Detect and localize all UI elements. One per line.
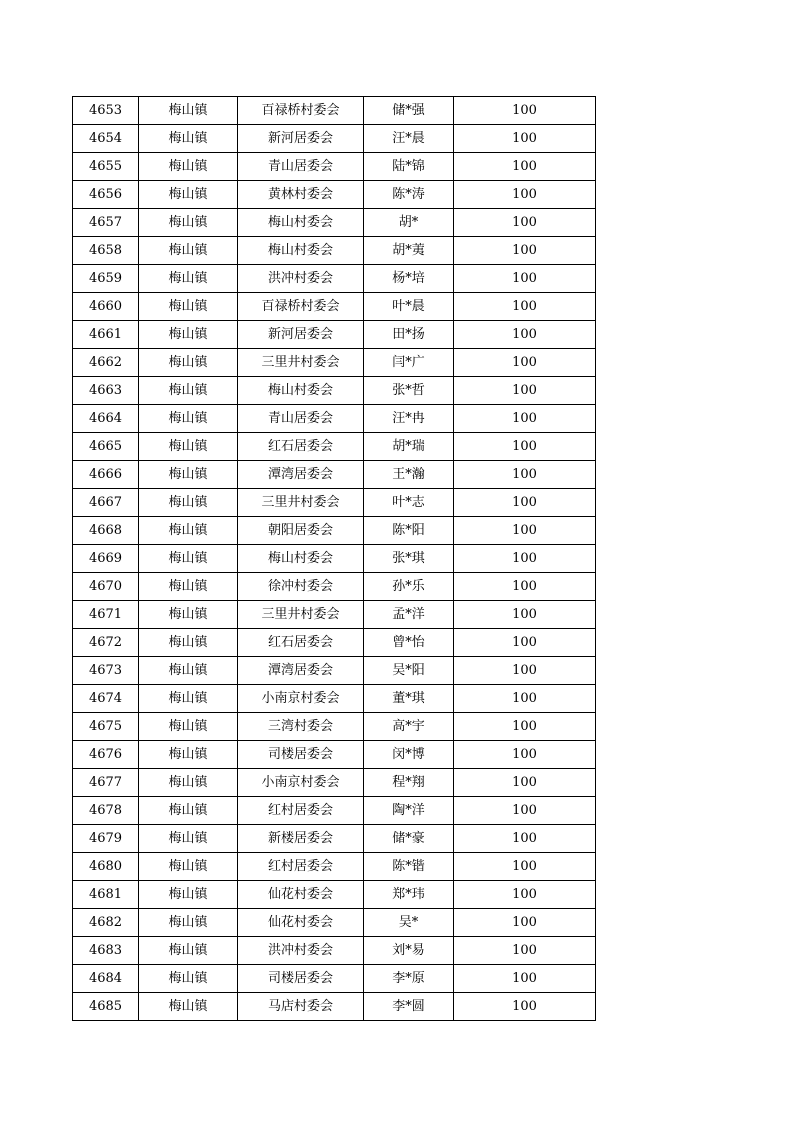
row-number-cell: 4654 [73,125,139,153]
town-cell: 梅山镇 [139,769,238,797]
row-number-cell: 4674 [73,685,139,713]
town-cell: 梅山镇 [139,181,238,209]
table-row [73,377,596,405]
row-number-cell: 4678 [73,797,139,825]
person-name-cell: 储*豪 [364,825,454,853]
row-number-cell: 4676 [73,741,139,769]
person-name-cell: 田*扬 [364,321,454,349]
amount-cell: 100 [454,209,596,237]
town-cell: 梅山镇 [139,153,238,181]
person-name-cell: 陈*阳 [364,517,454,545]
person-name-cell: 李*原 [364,965,454,993]
amount-cell: 100 [454,965,596,993]
town-cell: 梅山镇 [139,461,238,489]
town-cell: 梅山镇 [139,881,238,909]
community-cell: 洪冲村委会 [238,265,364,293]
table-row [73,769,596,797]
table-row [73,797,596,825]
person-name-cell: 吴*阳 [364,657,454,685]
person-name-cell: 汪*冉 [364,405,454,433]
community-cell: 黄林村委会 [238,181,364,209]
community-cell: 司楼居委会 [238,741,364,769]
row-number-cell: 4671 [73,601,139,629]
person-name-cell: 张*哲 [364,377,454,405]
town-cell: 梅山镇 [139,713,238,741]
row-number-cell: 4666 [73,461,139,489]
table-row [73,265,596,293]
community-cell: 三湾村委会 [238,713,364,741]
table-row [73,349,596,377]
community-cell: 红村居委会 [238,797,364,825]
person-name-cell: 王*瀚 [364,461,454,489]
town-cell: 梅山镇 [139,825,238,853]
amount-cell: 100 [454,657,596,685]
row-number-cell: 4681 [73,881,139,909]
town-cell: 梅山镇 [139,321,238,349]
town-cell: 梅山镇 [139,685,238,713]
community-cell: 徐冲村委会 [238,573,364,601]
table-row [73,489,596,517]
town-cell: 梅山镇 [139,657,238,685]
person-name-cell: 叶*志 [364,489,454,517]
person-name-cell: 汪*晨 [364,125,454,153]
community-cell: 洪冲村委会 [238,937,364,965]
community-cell: 新河居委会 [238,125,364,153]
table-row [73,713,596,741]
table-row [73,601,596,629]
person-name-cell: 闵*博 [364,741,454,769]
amount-cell: 100 [454,825,596,853]
person-name-cell: 闫*广 [364,349,454,377]
town-cell: 梅山镇 [139,909,238,937]
person-name-cell: 叶*晨 [364,293,454,321]
table-row [73,965,596,993]
person-name-cell: 储*强 [364,97,454,125]
community-cell: 百禄桥村委会 [238,97,364,125]
amount-cell: 100 [454,153,596,181]
person-name-cell: 陶*洋 [364,797,454,825]
town-cell: 梅山镇 [139,293,238,321]
amount-cell: 100 [454,265,596,293]
table-row [73,993,596,1021]
table-row [73,853,596,881]
amount-cell: 100 [454,377,596,405]
town-cell: 梅山镇 [139,517,238,545]
community-cell: 司楼居委会 [238,965,364,993]
amount-cell: 100 [454,993,596,1021]
amount-cell: 100 [454,237,596,265]
amount-cell: 100 [454,293,596,321]
row-number-cell: 4657 [73,209,139,237]
table-row [73,97,596,125]
community-cell: 三里井村委会 [238,349,364,377]
town-cell: 梅山镇 [139,993,238,1021]
row-number-cell: 4677 [73,769,139,797]
table-row [73,545,596,573]
amount-cell: 100 [454,713,596,741]
person-name-cell: 陆*锦 [364,153,454,181]
table-row [73,657,596,685]
amount-cell: 100 [454,797,596,825]
row-number-cell: 4664 [73,405,139,433]
community-cell: 红村居委会 [238,853,364,881]
row-number-cell: 4669 [73,545,139,573]
town-cell: 梅山镇 [139,125,238,153]
amount-cell: 100 [454,769,596,797]
amount-cell: 100 [454,881,596,909]
town-cell: 梅山镇 [139,405,238,433]
data-table [72,96,596,1021]
row-number-cell: 4673 [73,657,139,685]
town-cell: 梅山镇 [139,97,238,125]
row-number-cell: 4679 [73,825,139,853]
row-number-cell: 4670 [73,573,139,601]
table-row [73,237,596,265]
town-cell: 梅山镇 [139,937,238,965]
town-cell: 梅山镇 [139,209,238,237]
table-row [73,573,596,601]
amount-cell: 100 [454,937,596,965]
amount-cell: 100 [454,601,596,629]
town-cell: 梅山镇 [139,797,238,825]
row-number-cell: 4658 [73,237,139,265]
community-cell: 仙花村委会 [238,881,364,909]
row-number-cell: 4662 [73,349,139,377]
community-cell: 青山居委会 [238,153,364,181]
row-number-cell: 4663 [73,377,139,405]
community-cell: 仙花村委会 [238,909,364,937]
town-cell: 梅山镇 [139,629,238,657]
amount-cell: 100 [454,909,596,937]
person-name-cell: 陈*锴 [364,853,454,881]
row-number-cell: 4668 [73,517,139,545]
community-cell: 梅山村委会 [238,209,364,237]
amount-cell: 100 [454,517,596,545]
person-name-cell: 陈*涛 [364,181,454,209]
table-row [73,685,596,713]
town-cell: 梅山镇 [139,573,238,601]
amount-cell: 100 [454,321,596,349]
community-cell: 红石居委会 [238,629,364,657]
person-name-cell: 孙*乐 [364,573,454,601]
row-number-cell: 4667 [73,489,139,517]
town-cell: 梅山镇 [139,545,238,573]
town-cell: 梅山镇 [139,377,238,405]
table-row [73,433,596,461]
person-name-cell: 刘*易 [364,937,454,965]
amount-cell: 100 [454,461,596,489]
person-name-cell: 胡*瑞 [364,433,454,461]
community-cell: 朝阳居委会 [238,517,364,545]
person-name-cell: 张*琪 [364,545,454,573]
person-name-cell: 孟*洋 [364,601,454,629]
table-row [73,629,596,657]
community-cell: 红石居委会 [238,433,364,461]
amount-cell: 100 [454,433,596,461]
row-number-cell: 4680 [73,853,139,881]
person-name-cell: 董*琪 [364,685,454,713]
town-cell: 梅山镇 [139,853,238,881]
person-name-cell: 李*圆 [364,993,454,1021]
table-row [73,209,596,237]
amount-cell: 100 [454,573,596,601]
row-number-cell: 4672 [73,629,139,657]
row-number-cell: 4661 [73,321,139,349]
table-row [73,461,596,489]
amount-cell: 100 [454,629,596,657]
row-number-cell: 4684 [73,965,139,993]
row-number-cell: 4660 [73,293,139,321]
person-name-cell: 胡*荑 [364,237,454,265]
table-row [73,517,596,545]
community-cell: 新河居委会 [238,321,364,349]
amount-cell: 100 [454,545,596,573]
person-name-cell: 高*宇 [364,713,454,741]
amount-cell: 100 [454,685,596,713]
community-cell: 潭湾居委会 [238,461,364,489]
community-cell: 小南京村委会 [238,769,364,797]
community-cell: 新楼居委会 [238,825,364,853]
town-cell: 梅山镇 [139,601,238,629]
amount-cell: 100 [454,97,596,125]
row-number-cell: 4653 [73,97,139,125]
table-row [73,825,596,853]
town-cell: 梅山镇 [139,349,238,377]
amount-cell: 100 [454,125,596,153]
community-cell: 梅山村委会 [238,237,364,265]
table-row [73,125,596,153]
row-number-cell: 4685 [73,993,139,1021]
table-row [73,405,596,433]
town-cell: 梅山镇 [139,489,238,517]
amount-cell: 100 [454,853,596,881]
row-number-cell: 4675 [73,713,139,741]
town-cell: 梅山镇 [139,237,238,265]
table-row [73,181,596,209]
table-row [73,881,596,909]
row-number-cell: 4665 [73,433,139,461]
community-cell: 小南京村委会 [238,685,364,713]
table-row [73,741,596,769]
community-cell: 梅山村委会 [238,377,364,405]
person-name-cell: 郑*玮 [364,881,454,909]
row-number-cell: 4683 [73,937,139,965]
person-name-cell: 胡* [364,209,454,237]
row-number-cell: 4659 [73,265,139,293]
town-cell: 梅山镇 [139,433,238,461]
town-cell: 梅山镇 [139,265,238,293]
town-cell: 梅山镇 [139,965,238,993]
community-cell: 三里井村委会 [238,601,364,629]
table-row [73,293,596,321]
community-cell: 百禄桥村委会 [238,293,364,321]
table-row [73,321,596,349]
community-cell: 梅山村委会 [238,545,364,573]
amount-cell: 100 [454,349,596,377]
table-body [73,97,596,1021]
community-cell: 青山居委会 [238,405,364,433]
amount-cell: 100 [454,489,596,517]
amount-cell: 100 [454,405,596,433]
person-name-cell: 吴* [364,909,454,937]
community-cell: 三里井村委会 [238,489,364,517]
row-number-cell: 4655 [73,153,139,181]
row-number-cell: 4682 [73,909,139,937]
amount-cell: 100 [454,741,596,769]
row-number-cell: 4656 [73,181,139,209]
person-name-cell: 曾*怡 [364,629,454,657]
person-name-cell: 杨*培 [364,265,454,293]
amount-cell: 100 [454,181,596,209]
community-cell: 潭湾居委会 [238,657,364,685]
person-name-cell: 程*翔 [364,769,454,797]
town-cell: 梅山镇 [139,741,238,769]
table-row [73,937,596,965]
table-row [73,909,596,937]
community-cell: 马店村委会 [238,993,364,1021]
table-row [73,153,596,181]
